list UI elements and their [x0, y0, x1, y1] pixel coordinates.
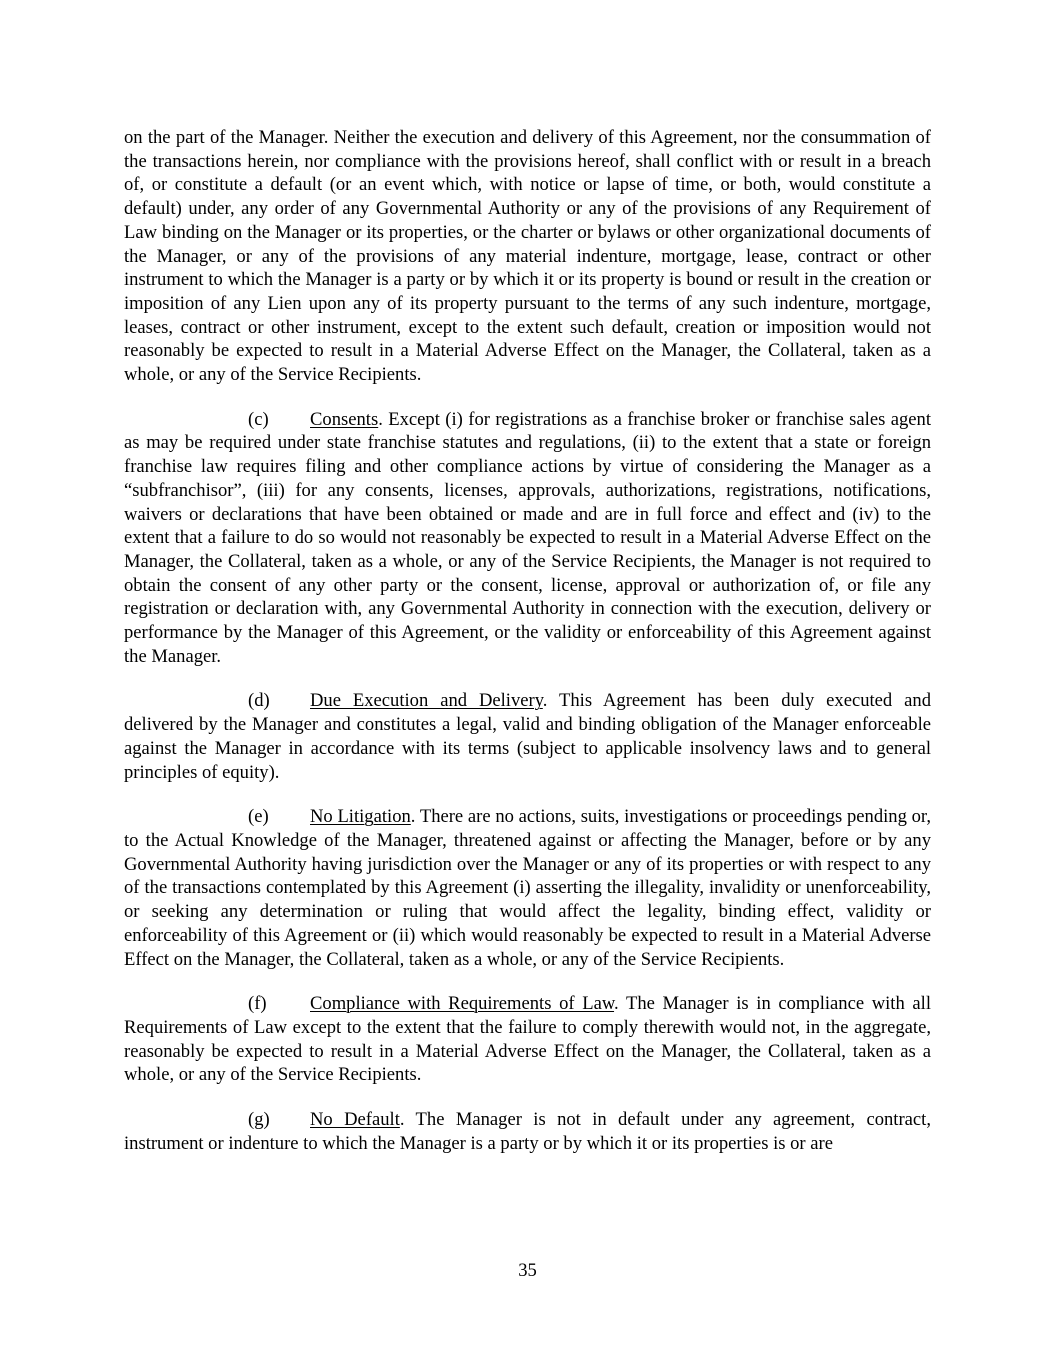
section-heading: No Litigation [310, 806, 411, 828]
page-number: 35 [518, 1260, 537, 1281]
section-e-paragraph [124, 805, 931, 971]
section-heading: Consents [310, 408, 379, 430]
section-g-paragraph [124, 1108, 931, 1155]
section-f-paragraph [124, 992, 931, 1087]
section-body: . There are no actions, suits, investigations or proceedings pending or, to the Actual Knowledge of the Manager, threatened against or affecting the Manager, before or by any Governmental Authority having jurisdiction over the Manager or any of its properties or with respect to any of the transactions contemplated by this Agreement (i) asserting the illegality, invalidity or unenforceability, or seeking any determination or ruling that would affect the legality, binding effect, validity or enforceability of this Agreement or (ii) which would reasonably be expected to result in a Material Adverse Effect on the Manager, the Collateral, taken as a whole, or any of the Service Recipients. [124, 806, 931, 970]
section-body: . Except (i) for registrations as a franchise broker or franchise sales agent as may be required under state franchise statutes and regulations, (ii) to the extent that a state or foreign franchise law requires filing and other compliance actions by virtue of considering the Manager as a “subfranchisor”, (iii) for any consents, licenses, approvals, authorizations, registrations, notifications, waivers or declarations that have been obtained or made and are in full force and effect and (iv) to the extent that a failure to do so would not reasonably be expected to result in a Material Adverse Effect on the Manager, the Collateral, taken as a whole, or any of the Service Recipients, the Manager is not required to obtain the consent of any other party or the consent, license, approval or authorization of, or file any registration or declaration with, any Governmental Authority in connection with the execution, delivery or performance by the Manager of this Agreement, or the validity or enforceability of this Agreement against the Manager. [124, 408, 931, 667]
section-d-paragraph [124, 689, 931, 784]
section-marker: (e) [248, 806, 269, 828]
section-body: . The Manager is not in default under any agreement, contract, instrument or indenture to which the Manager is a party or by which it or its properties is or are [124, 1109, 931, 1154]
section-marker: (d) [248, 690, 270, 712]
section-c-paragraph [124, 408, 931, 669]
document-page [124, 126, 931, 1155]
section-body: . This Agreement has been duly executed and delivered by the Manager and constitutes a legal, valid and binding obligation of the Manager enforceable against the Manager in accordance with its terms (subject to applicable insolvency laws and to general principles of equity). [124, 690, 931, 783]
section-heading: Due Execution and Delivery [310, 690, 543, 712]
section-marker: (f) [248, 993, 267, 1015]
section-marker: (g) [248, 1109, 270, 1131]
section-body: . The Manager is in compliance with all Requirements of Law except to the extent that the failure to comply therewith would not, in the aggregate, reasonably be expected to result in a Material Adverse Effect on the Manager, the Collateral, taken as a whole, or any of the Service Recipients. [124, 993, 931, 1086]
continuation-paragraph: on the part of the Manager. Neither the execution and delivery of this Agreement, nor the consummation of the transactions herein, nor compliance with the provisions hereof, shall conflict with or result in a breach of, or constitute a default (or an event which, with notice or lapse of time, or both, would constitute a default) under, any order of any Governmental Authority or any of the provisions of any Requirement of Law binding on the Manager or its properties, or the charter or bylaws or other organizational documents of the Manager, or any of the provisions of any material indenture, mortgage, lease, contract or other instrument to which the Manager is a party or by which it or its property is bound or result in the creation or imposition of any Lien upon any of its property pursuant to the terms of any such indenture, mortgage, leases, contract or other instrument, except to the extent such default, creation or imposition would not reasonably be expected to result in a Material Adverse Effect on the Manager, the Collateral, taken as a whole, or any of the Service Recipients. [124, 127, 931, 386]
section-heading: No Default [310, 1109, 400, 1131]
section-heading: Compliance with Requirements of Law [310, 993, 615, 1015]
section-marker: (c) [248, 408, 269, 430]
